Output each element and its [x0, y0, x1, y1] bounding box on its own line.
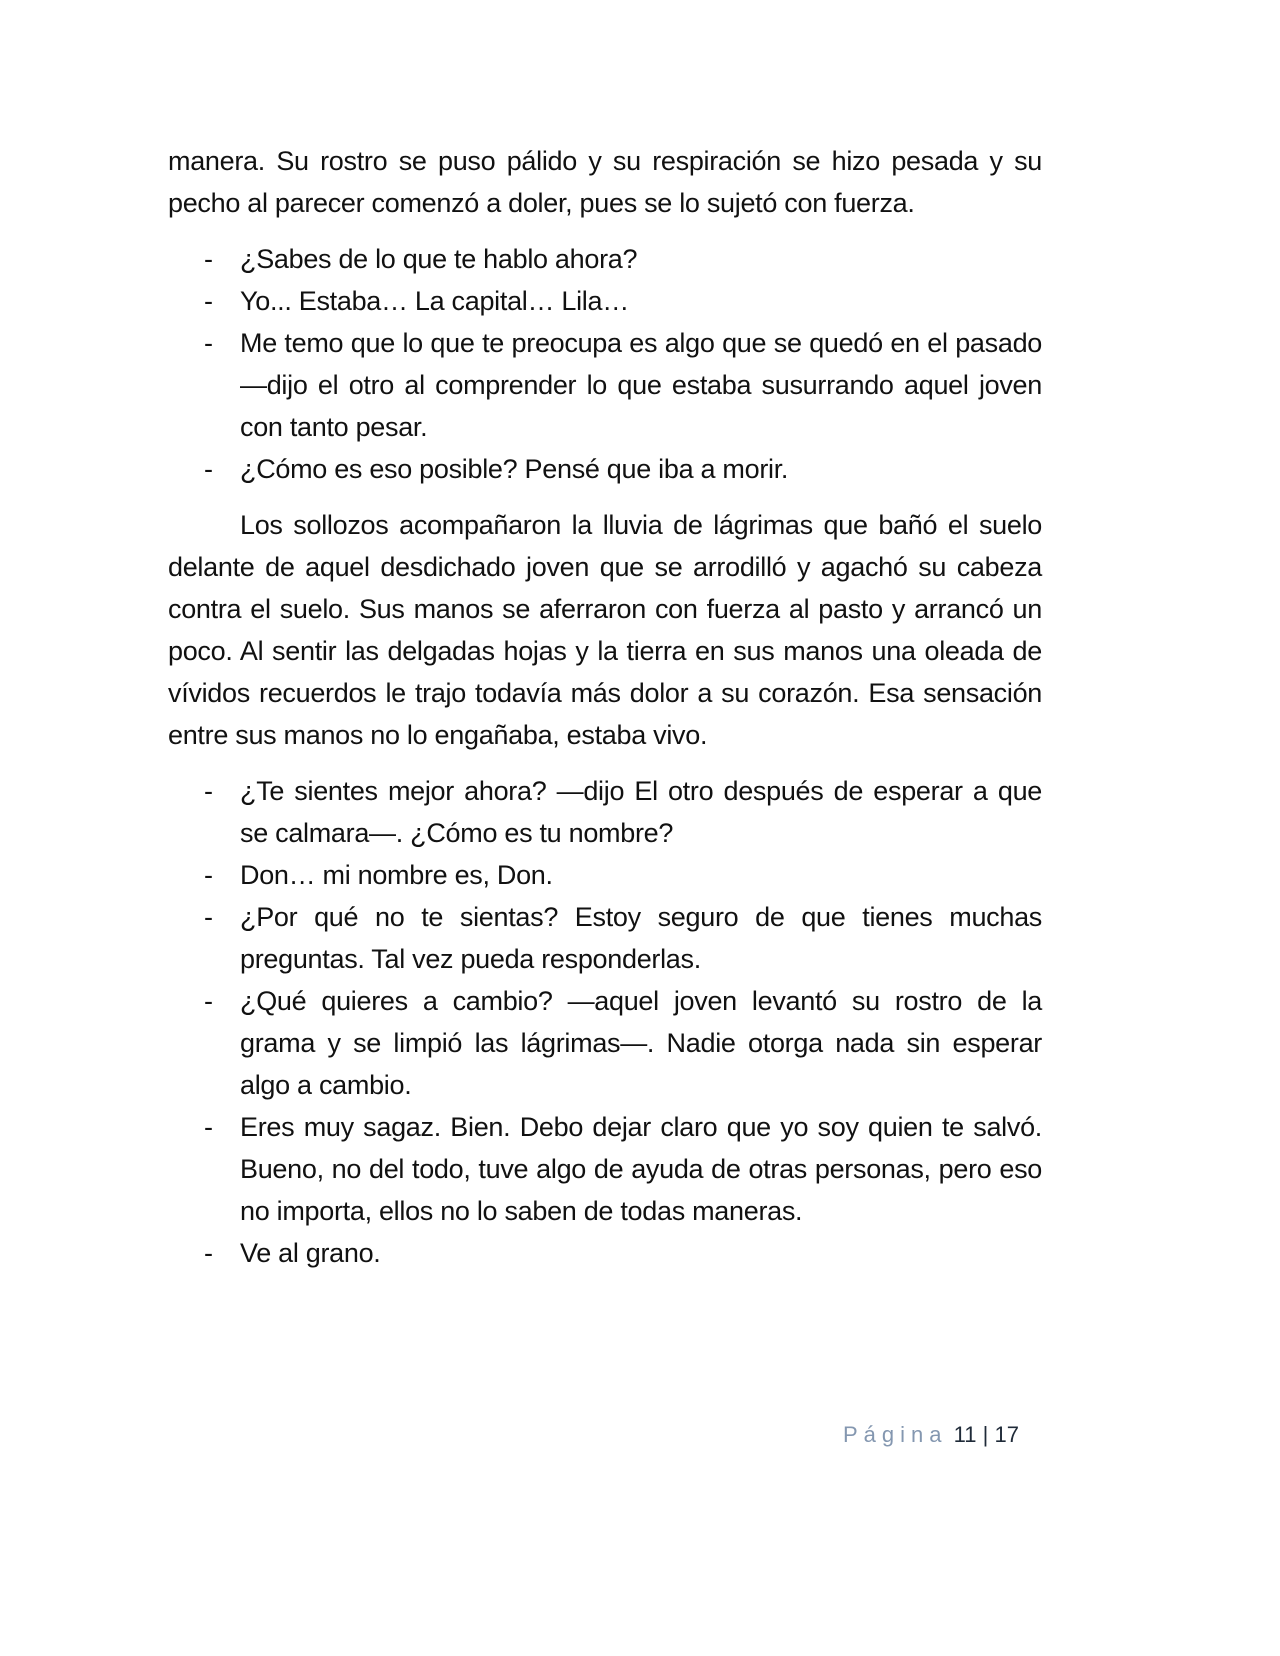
dialogue-text: ¿Por qué no te sientas? Estoy seguro de que tienes muchas preguntas. Tal vez pueda responderlas. [240, 902, 1042, 974]
dialogue-block-2 [168, 770, 1042, 1274]
page-footer [843, 1420, 1019, 1450]
dialogue-dash: - [204, 244, 213, 274]
dialogue-line [168, 1232, 1042, 1274]
dialogue-dash: - [204, 1112, 213, 1142]
dialogue-text: ¿Qué quieres a cambio? —aquel joven levantó su rostro de la grama y se limpió las lágrimas—. Nadie otorga nada sin esperar algo a cambio. [240, 986, 1042, 1100]
dialogue-text: ¿Cómo es eso posible? Pensé que iba a morir. [240, 454, 789, 484]
dialogue-dash: - [204, 860, 213, 890]
dialogue-text: Me temo que lo que te preocupa es algo que se quedó en el pasado —dijo el otro al comprender lo que estaba susurrando aquel joven con tanto pesar. [240, 328, 1042, 442]
dialogue-line [168, 448, 1042, 490]
dialogue-line [168, 896, 1042, 980]
document-page [168, 140, 1042, 1288]
dialogue-text: Eres muy sagaz. Bien. Debo dejar claro que yo soy quien te salvó. Bueno, no del todo, tuve algo de ayuda de otras personas, pero eso no importa, ellos no lo saben de todas maneras. [240, 1112, 1042, 1226]
dialogue-text: ¿Sabes de lo que te hablo ahora? [240, 244, 638, 274]
dialogue-dash: - [204, 454, 213, 484]
dialogue-line [168, 280, 1042, 322]
dialogue-dash: - [204, 902, 213, 932]
dialogue-dash: - [204, 776, 213, 806]
dialogue-text: Ve al grano. [240, 1238, 381, 1268]
dialogue-text: ¿Te sientes mejor ahora? —dijo El otro después de esperar a que se calmara—. ¿Cómo es tu nombre? [240, 776, 1042, 848]
dialogue-dash: - [204, 286, 213, 316]
dialogue-text: Yo... Estaba… La capital… Lila… [240, 286, 629, 316]
dialogue-dash: - [204, 328, 213, 358]
current-page-number: 11 [953, 1422, 977, 1447]
dialogue-dash: - [204, 1238, 213, 1268]
paragraph-1: manera. Su rostro se puso pálido y su respiración se hizo pesada y su pecho al parecer comenzó a doler, pues se lo sujetó con fuerza. [168, 146, 1042, 218]
dialogue-dash: - [204, 986, 213, 1016]
total-pages: 17 [994, 1422, 1019, 1447]
dialogue-block-1 [168, 238, 1042, 490]
dialogue-line [168, 980, 1042, 1106]
paragraph-2: Los sollozos acompañaron la lluvia de lágrimas que bañó el suelo delante de aquel desdichado joven que se arrodilló y agachó su cabeza contra el suelo. Sus manos se aferraron con fuerza al pasto y arrancó un poco. Al sentir las delgadas hojas y la tierra en sus manos una oleada de vívidos recuerdos le trajo todavía más dolor a su corazón. Esa sensación entre sus manos no lo engañaba, estaba vivo. [168, 510, 1042, 750]
dialogue-text: Don… mi nombre es, Don. [240, 860, 553, 890]
page-label: Página [843, 1422, 948, 1447]
dialogue-line [168, 1106, 1042, 1232]
dialogue-line [168, 770, 1042, 854]
page-separator: | [982, 1422, 989, 1447]
dialogue-line [168, 854, 1042, 896]
dialogue-line [168, 322, 1042, 448]
dialogue-line [168, 238, 1042, 280]
